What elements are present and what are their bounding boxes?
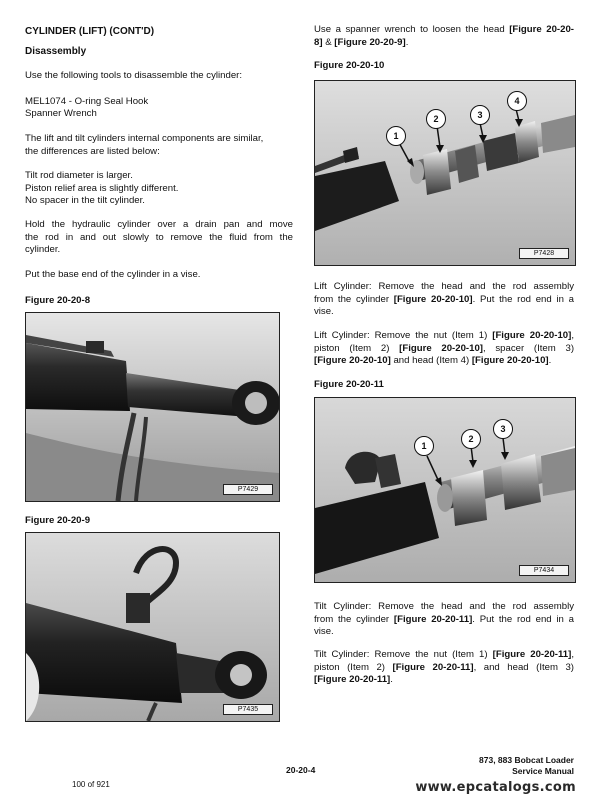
paragraph-line: vise. [314,306,334,318]
figure-20-20-8-photo [25,312,280,502]
text-run: from the cylinder [314,613,394,625]
difference-item: No spacer in the tilt cylinder. [25,195,145,207]
paragraph-line [314,294,574,307]
callout-3: 3 [493,419,513,439]
page-number: 20-20-4 [286,765,316,775]
paragraph-line: the differences are listed below: [25,145,160,157]
paragraph-line [314,37,574,50]
figure-ref: [Figure 20-20-10] [492,330,572,341]
figure-20-20-9-photo [25,532,280,722]
watermark-link[interactable]: www.epcatalogs.com [415,780,576,795]
difference-item: Tilt rod diameter is larger. [25,170,133,181]
tilt-remove-parts-text [314,649,574,687]
figure-ref: [Figure 20-20-11] [393,613,473,625]
text-run: and head (Item 4) [390,355,472,367]
figure-ref: [Figure 20-20-11] [492,649,572,660]
text-run: Tilt Cylinder: Remove the nut (Item 1) [314,649,493,660]
photo-code: P7428 [519,248,569,259]
figure-ref: [Figure 20-20-10] [471,355,549,367]
callout-1: 1 [414,436,434,456]
cylinder-photo-illustration [26,313,279,501]
text-run: . [548,355,552,367]
photo-code: P7429 [223,484,273,495]
spanner-instruction [314,24,574,49]
paragraph-line: The lift and tilt cylinders internal components are similar, [25,133,264,144]
text-run: piston (Item 2) [314,342,400,354]
callout-2: 2 [461,429,481,449]
figure-ref: [Figure 20-20-10] [399,342,483,354]
manual-name: Service Manual [512,766,574,776]
paragraph-line [314,662,574,675]
photo-code: P7435 [223,704,273,715]
tool-item: MEL1074 - O-ring Seal Hook [25,96,149,107]
paragraph-line: vise. [314,626,334,638]
paragraph-line [314,24,574,37]
drain-instructions [25,219,293,257]
text-run: Use a spanner wrench to loosen the head [314,24,510,35]
lift-remove-head-text [314,281,574,319]
figure-caption: Figure 20-20-11 [314,379,384,390]
paragraph-line [314,674,574,687]
figure-ref: [Figure 20-20-10] [393,293,473,305]
differences-list [25,170,178,208]
callout-4: 4 [507,91,527,111]
text-run: piston (Item 2) [314,661,393,673]
text-run: . Put the rod end in a [472,613,574,625]
figure-ref: [Figure 20-20-11] [392,661,474,673]
cylinder-photo-illustration [26,533,279,721]
figure-caption: Figure 20-20-9 [25,515,91,526]
vise-instruction: Put the base end of the cylinder in a vise. [25,269,201,280]
subsection-title: Disassembly [25,46,87,57]
lift-remove-parts-text [314,330,574,368]
differences-text [25,133,291,158]
paragraph-line: Hold the hydraulic cylinder over a drain pan and move [25,219,293,230]
text-run: from the cylinder [314,293,394,305]
figure-ref: [Figure 20-20-10] [314,355,391,367]
text-run: & [322,36,335,48]
product-name: 873, 883 Bobcat Loader [479,755,574,765]
paragraph-line [314,343,574,356]
figure-20-20-10-photo [314,80,576,266]
paragraph-line: cylinder. [25,244,61,256]
figure-ref: [Figure 20-20-9] [334,36,406,48]
text-run: Lift Cylinder: Remove the nut (Item 1) [314,330,493,341]
text-run: . Put the rod end in a [472,293,574,305]
callout-1: 1 [386,126,406,146]
text-run: . [390,674,393,686]
callout-layer [315,81,575,265]
figure-ref: [Figure 20-20-11] [314,674,391,686]
text-run: , [571,330,575,341]
callout-layer [315,398,575,582]
difference-item: Piston relief area is slightly different. [25,182,179,194]
text-run: , [571,649,574,660]
figure-caption: Figure 20-20-8 [25,295,91,306]
intro-text: Use the following tools to disassemble the cylinder: [25,70,243,81]
paragraph-line [314,614,574,627]
paragraph-line: the rod in and out slowly to remove the fluid from the [25,231,293,243]
text-run: , and head (Item 3) [473,661,575,673]
figure-ref: [Figure 20-20- [509,24,574,35]
figure-caption: Figure 20-20-10 [314,60,385,71]
paragraph-line: Tilt Cylinder: Remove the head and the rod assembly [314,601,574,612]
text-run: , spacer (Item 3) [483,342,575,354]
figure-ref: 8] [314,36,323,48]
photo-code: P7434 [519,565,569,576]
callout-2: 2 [426,109,446,129]
callout-3: 3 [470,105,490,125]
paragraph-line [314,649,574,662]
paragraph-line: Lift Cylinder: Remove the head and the rod assembly [314,281,574,292]
paragraph-line [314,355,574,368]
tool-item: Spanner Wrench [25,108,97,119]
tilt-remove-head-text [314,601,574,639]
text-run: . [405,36,409,48]
figure-20-20-11-photo [314,397,576,583]
paragraph-line [314,330,574,343]
page-count: 100 of 921 [72,780,110,789]
section-title: CYLINDER (LIFT) (CONT'D) [25,26,155,37]
